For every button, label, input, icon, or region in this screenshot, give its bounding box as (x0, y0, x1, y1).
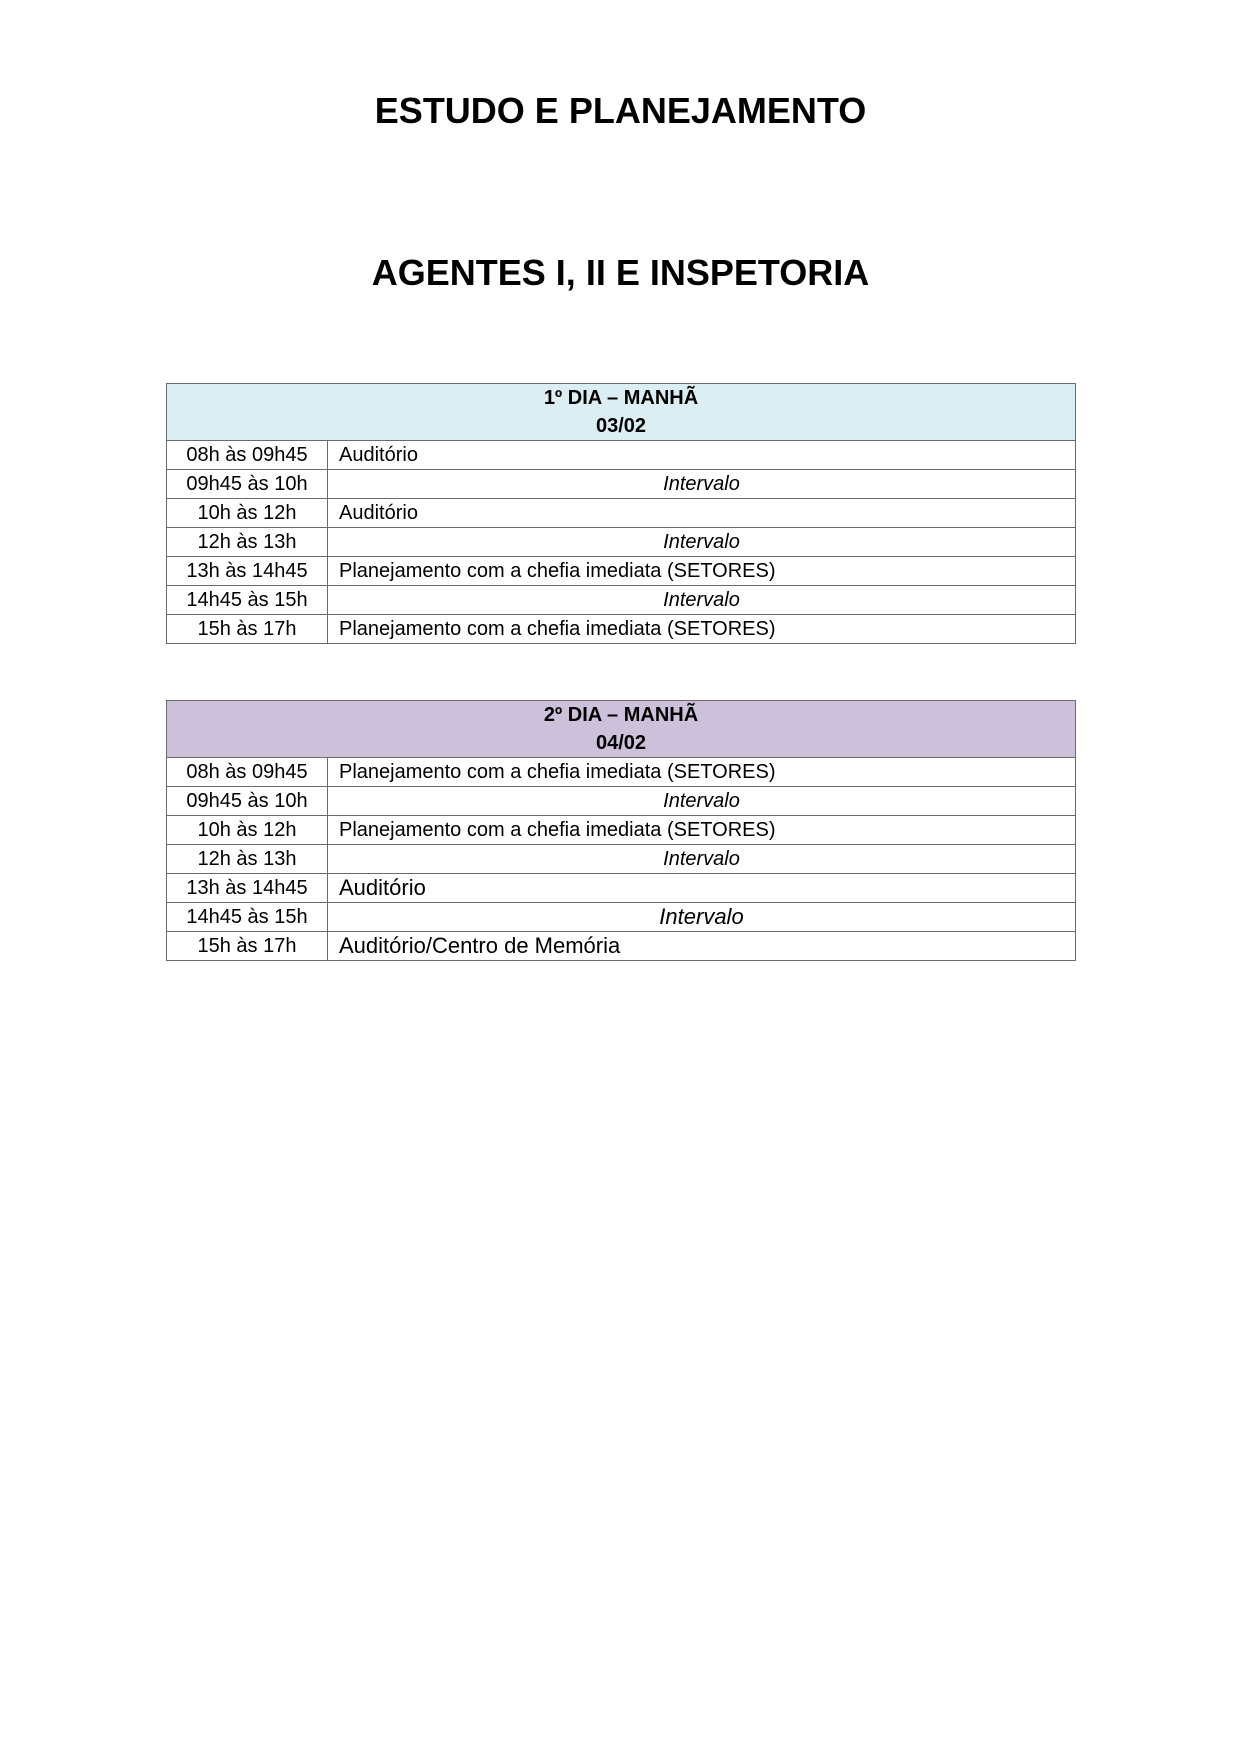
activity-cell: Intervalo (328, 787, 1076, 816)
activity-cell: Planejamento com a chefia imediata (SETORES) (328, 816, 1076, 845)
table-row (167, 874, 1076, 903)
schedule-table-day-1 (166, 383, 1076, 644)
table-row (167, 787, 1076, 816)
time-cell: 09h45 às 10h (167, 787, 328, 816)
table-header-row (167, 701, 1076, 758)
time-cell: 13h às 14h45 (167, 874, 328, 903)
time-cell: 10h às 12h (167, 499, 328, 528)
activity-cell: Planejamento com a chefia imediata (SETORES) (328, 615, 1076, 644)
activity-cell: Intervalo (328, 586, 1076, 615)
table-row (167, 470, 1076, 499)
time-cell: 12h às 13h (167, 528, 328, 557)
time-cell: 12h às 13h (167, 845, 328, 874)
table-row (167, 499, 1076, 528)
day-header-date: 03/02 (595, 415, 647, 437)
page-title: ESTUDO E PLANEJAMENTO (374, 90, 867, 131)
time-cell: 14h45 às 15h (167, 903, 328, 932)
table-row (167, 845, 1076, 874)
activity-cell: Auditório (328, 874, 1076, 903)
day-header-date: 04/02 (595, 732, 647, 754)
time-cell: 15h às 17h (167, 615, 328, 644)
activity-cell: Planejamento com a chefia imediata (SETORES) (328, 758, 1076, 787)
table-row (167, 932, 1076, 961)
time-cell: 08h às 09h45 (167, 758, 328, 787)
time-cell: 10h às 12h (167, 816, 328, 845)
table-row (167, 586, 1076, 615)
time-cell: 09h45 às 10h (167, 470, 328, 499)
day-header (167, 701, 1076, 758)
time-cell: 13h às 14h45 (167, 557, 328, 586)
time-cell: 14h45 às 15h (167, 586, 328, 615)
activity-cell: Auditório/Centro de Memória (328, 932, 1076, 961)
schedule-table-day-2 (166, 700, 1076, 961)
time-cell: 15h às 17h (167, 932, 328, 961)
table-row (167, 441, 1076, 470)
day-header-label: 1º DIA – MANHÃ (543, 387, 699, 409)
table-row (167, 557, 1076, 586)
activity-cell: Planejamento com a chefia imediata (SETORES) (328, 557, 1076, 586)
table-row (167, 758, 1076, 787)
table-row (167, 615, 1076, 644)
day-header-label: 2º DIA – MANHÃ (543, 704, 699, 726)
activity-cell: Intervalo (328, 845, 1076, 874)
activity-cell: Auditório (328, 441, 1076, 470)
activity-cell: Auditório (328, 499, 1076, 528)
activity-cell: Intervalo (328, 903, 1076, 932)
table-header-row (167, 384, 1076, 441)
table-row (167, 903, 1076, 932)
table-row (167, 816, 1076, 845)
table-row (167, 528, 1076, 557)
page-subtitle: AGENTES I, II E INSPETORIA (371, 252, 870, 293)
day-header (167, 384, 1076, 441)
activity-cell: Intervalo (328, 528, 1076, 557)
activity-cell: Intervalo (328, 470, 1076, 499)
time-cell: 08h às 09h45 (167, 441, 328, 470)
